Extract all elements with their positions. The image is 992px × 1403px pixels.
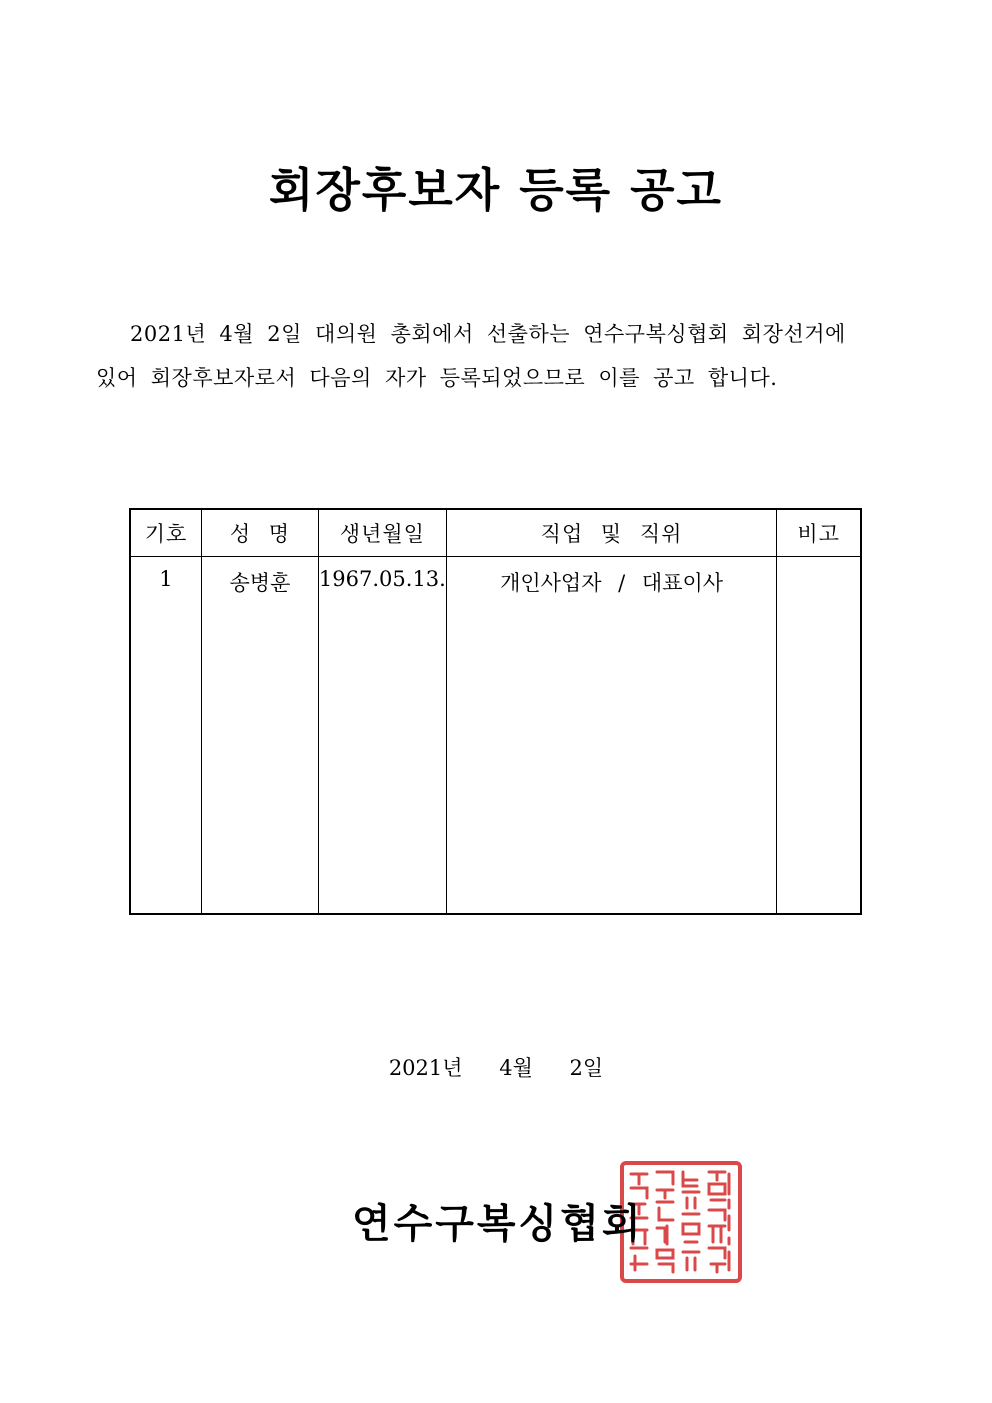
table-row <box>130 557 861 915</box>
cell-birthdate: 1967.05.13. <box>318 557 446 915</box>
paragraph-line-2: 있어 회장후보자로서 다음의 자가 등록되었으므로 이를 공고 합니다. <box>96 366 778 390</box>
candidate-table <box>129 508 862 915</box>
issue-date: 2021년 4월 2일 <box>388 1056 604 1080</box>
announcement-paragraph <box>96 312 896 400</box>
cell-name: 송병훈 <box>201 557 318 915</box>
cell-occupation: 개인사업자 / 대표이사 <box>446 557 776 915</box>
cell-remarks <box>777 557 861 915</box>
paragraph-line-1: 2021년 4월 2일 대의원 총회에서 선출하는 연수구복싱협회 회장선거에 <box>130 322 846 346</box>
header-name: 성 명 <box>201 509 318 557</box>
header-number: 기호 <box>130 509 201 557</box>
page-title: 회장후보자 등록 공고 <box>269 163 723 217</box>
organization-name: 연수구복싱협회 <box>352 1200 644 1247</box>
header-remarks: 비고 <box>777 509 861 557</box>
table-header-row <box>130 509 861 557</box>
cell-number: 1 <box>130 557 201 915</box>
header-birthdate: 생년월일 <box>318 509 446 557</box>
header-occupation: 직업 및 직위 <box>446 509 776 557</box>
